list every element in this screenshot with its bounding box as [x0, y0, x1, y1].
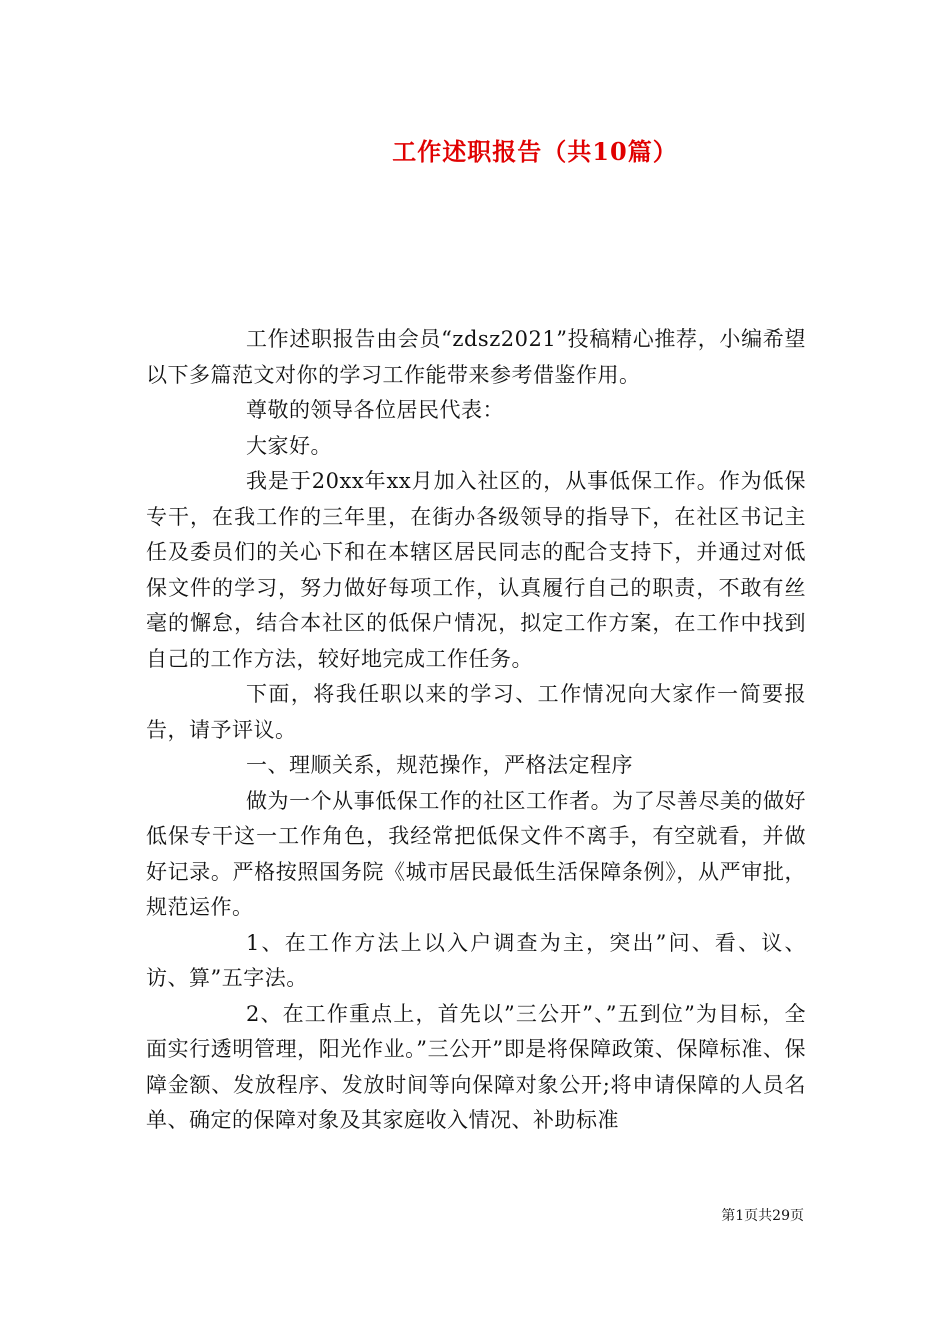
document-body	[146, 322, 806, 1139]
paragraph-item-1: 1、在工作方法上以入户调查为主，突出”问、看、议、访、算”五字法。	[146, 930, 806, 990]
paragraph-self-intro: 我是于20xx年xx月加入社区的，从事低保工作。作为低保专干，在我工作的三年里，在街办各级领导的指导下，在社区书记主任及委员们的关心下和在本辖区居民同志的配合支持下，并通过对低保文件的学习，努力做好每项工作，认真履行自己的职责，不敢有丝毫的懈怠，结合本社区的低保户情况，拟定工作方案，在工作中找到自己的工作方法，较好地完成工作任务。	[146, 469, 806, 671]
paragraph-intro: 工作述职报告由会员“zdsz2021”投稿精心推荐，小编希望以下多篇范文对你的学习工作能带来参考借鉴作用。	[146, 327, 806, 387]
paragraph-item-2: 2、在工作重点上，首先以”三公开”、”五到位”为目标，全面实行透明管理，阳光作业。”三公开”即是将保障政策、保障标准、保障金额、发放程序、发放时间等向保障对象公开;将申请保障的人员名单、确定的保障对象及其家庭收入情况、补助标准	[146, 1001, 806, 1132]
page-number: 第1页共29页	[721, 1208, 804, 1224]
paragraph-report-preface: 下面，将我任职以来的学习、工作情况向大家作一简要报告，请予评议。	[146, 682, 806, 742]
paragraph-section-1: 做为一个从事低保工作的社区工作者。为了尽善尽美的做好低保专干这一工作角色，我经常把低保文件不离手，有空就看，并做好记录。严格按照国务院《城市居民最低生活保障条例》，从严审批，规范运作。	[146, 788, 806, 919]
paragraph-salutation: 尊敬的领导各位居民代表：	[246, 398, 504, 422]
section-heading-1: 一、理顺关系，规范操作，严格法定程序	[246, 753, 633, 777]
paragraph-greeting: 大家好。	[246, 433, 332, 458]
document-title: 工作述职报告（共10篇）	[392, 137, 678, 166]
